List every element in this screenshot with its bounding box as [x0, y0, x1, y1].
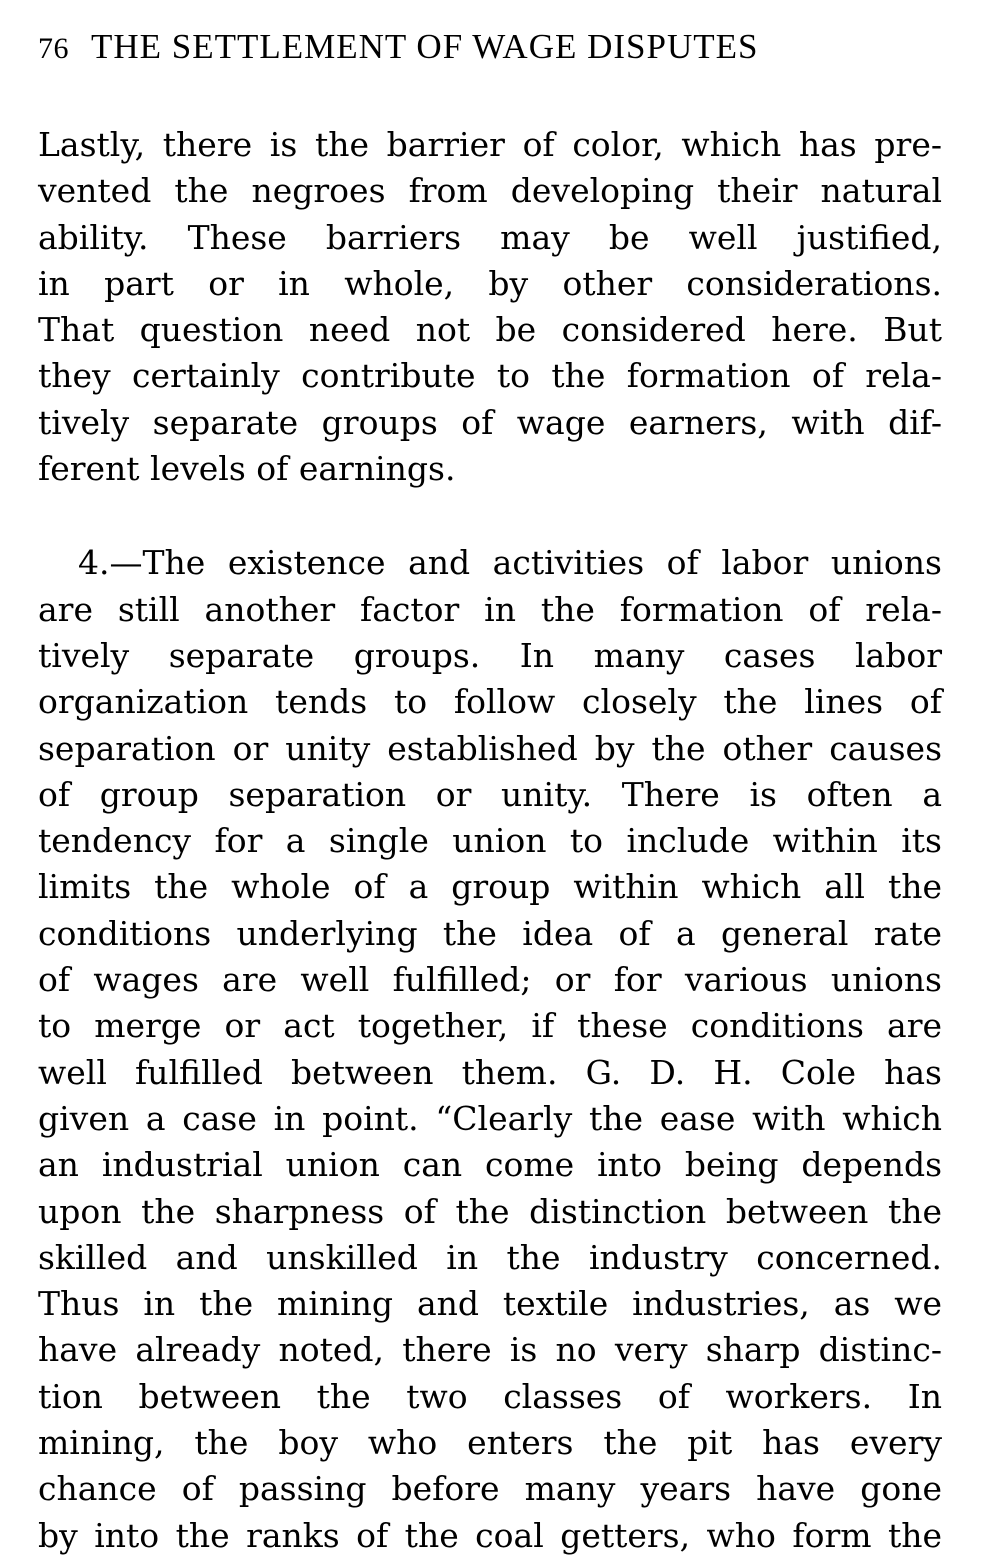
text-line: chance of passing before many years have gone — [38, 1469, 942, 1509]
text-line: they certainly contribute to the formation of rela- — [38, 356, 942, 396]
text-line: That question need not be considered here. But — [38, 310, 942, 350]
paragraph-color-barrier — [38, 122, 942, 492]
text-line: limits the whole of a group within which all the — [38, 867, 942, 907]
text-line: have already noted, there is no very sharp distinc- — [38, 1330, 942, 1370]
text-line: tendency for a single union to include within its — [38, 821, 942, 861]
text-line: of wages are well fulfilled; or for various unions — [38, 960, 942, 1000]
text-line: in part or in whole, by other considerations. — [38, 263, 942, 303]
text-line: mining, the boy who enters the pit has every — [38, 1423, 942, 1463]
text-line: to merge or act together, if these conditions are — [38, 1006, 942, 1046]
text-line: conditions underlying the idea of a general rate — [38, 913, 942, 953]
page-number: 76 — [38, 32, 69, 65]
text-line: well fulfilled between them. G. D. H. Cole has — [38, 1052, 942, 1092]
book-page — [38, 22, 942, 1559]
running-title: THE SETTLEMENT OF WAGE DISPUTES — [91, 27, 759, 66]
text-line: given a case in point. “Clearly the ease with which — [38, 1098, 942, 1138]
text-line: upon the sharpness of the distinction between the — [38, 1191, 942, 1231]
text-line: skilled and unskilled in the industry concerned. — [38, 1237, 942, 1277]
text-line: organization tends to follow closely the lines of — [38, 682, 942, 722]
text-line: tively separate groups of wage earners, with dif- — [38, 402, 942, 442]
text-line: Lastly, there is the barrier of color, which has pre- — [38, 125, 942, 164]
text-line: ferent levels of earnings. — [38, 449, 456, 489]
text-line: Thus in the mining and textile industries, as we — [38, 1284, 942, 1324]
text-line: tion between the two classes of workers. In — [38, 1376, 942, 1416]
text-line: tively separate groups. In many cases labor — [38, 635, 942, 675]
text-line: an industrial union can come into being depends — [38, 1145, 942, 1185]
text-line: 4.—The existence and activities of labor unions — [78, 543, 942, 583]
text-line: of group separation or unity. There is often a — [38, 774, 942, 814]
text-line: by into the ranks of the coal getters, who form the — [38, 1515, 942, 1555]
paragraph-spacer — [38, 492, 942, 540]
page-header — [38, 22, 942, 74]
text-line: are still another factor in the formation of rela- — [38, 589, 942, 629]
text-line: separation or unity established by the other causes — [38, 728, 942, 768]
paragraph-labor-unions — [38, 540, 942, 1559]
text-line: vented the negroes from developing their natural — [38, 171, 942, 211]
text-line: ability. These barriers may be well justified, — [38, 217, 942, 257]
